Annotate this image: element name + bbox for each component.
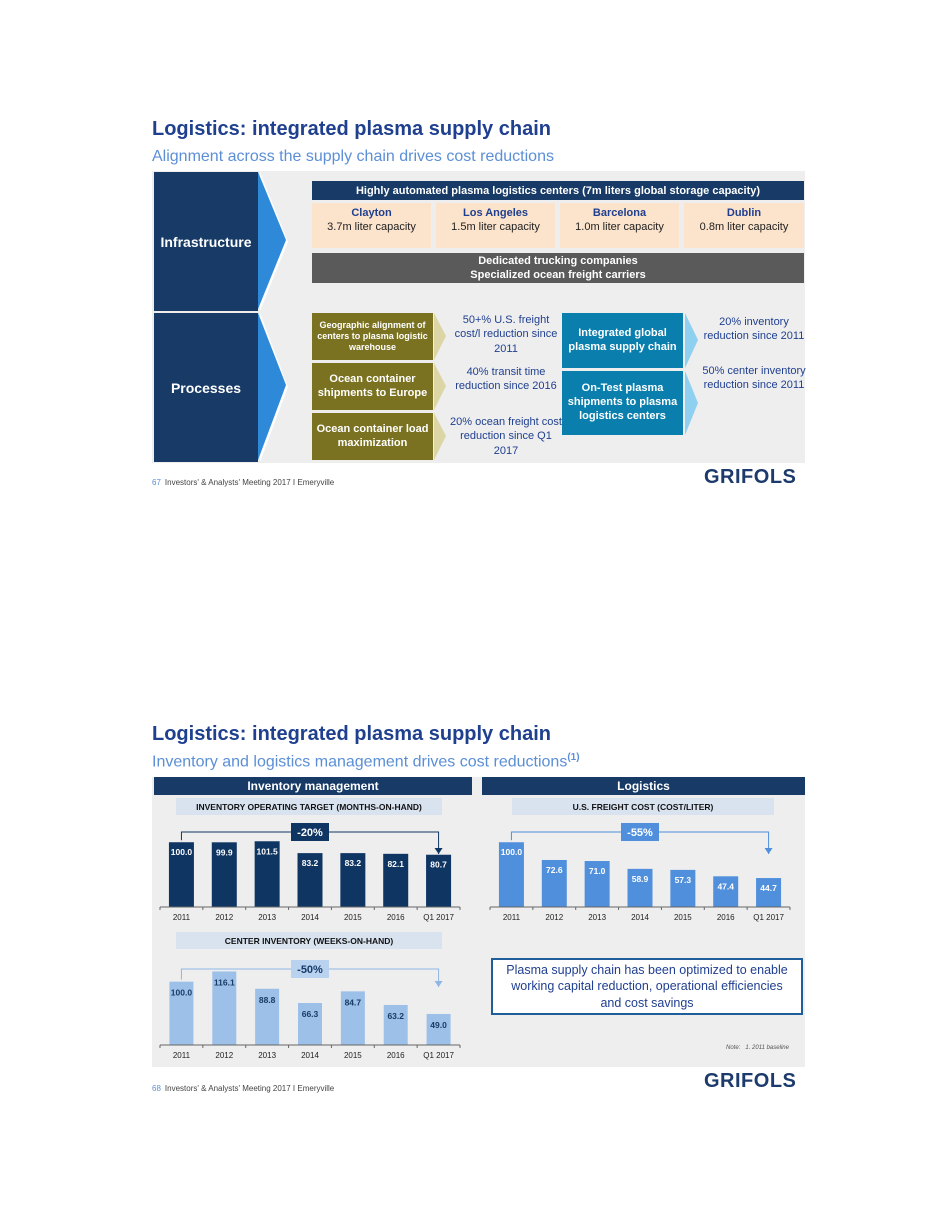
result-freight-cost: 50+% U.S. freight cost/l reduction since 2011: [454, 314, 558, 355]
processes-label: Processes: [154, 313, 258, 462]
x-tick-label: 2013: [588, 913, 607, 922]
slide1-footer: [152, 478, 334, 487]
value-label: 100.0: [170, 847, 193, 858]
grifols-logo: GRIFOLS: [704, 1070, 797, 1092]
x-tick-label: Q1 2017: [423, 1051, 454, 1060]
slide1-subtitle: Alignment across the supply chain drives cost reductions: [152, 148, 554, 165]
center-capacity: 0.8m liter capacity: [699, 221, 789, 234]
process-ocean-shipments: Ocean container shipments to Europe: [312, 363, 433, 410]
value-label: 80.7: [430, 859, 447, 870]
value-label: 44.7: [760, 883, 777, 894]
teal-arrows: [685, 313, 701, 437]
center-name: Clayton: [351, 207, 392, 219]
value-label: 84.7: [344, 997, 362, 1008]
chart2-svg: [160, 955, 465, 1065]
value-label: 72.6: [546, 864, 563, 875]
footnote: [726, 1045, 789, 1051]
on-test-shipments: On-Test plasma shipments to plasma logistics centers: [562, 371, 683, 435]
centers-banner: Highly automated plasma logistics centers (7m liters global storage capacity): [312, 181, 804, 200]
value-label: 66.3: [301, 1009, 319, 1020]
x-tick-label: 2014: [301, 913, 319, 922]
olive-arrows: [434, 313, 448, 463]
value-label: 57.3: [674, 874, 692, 885]
center-name: Barcelona: [592, 207, 647, 219]
logistics-header: Logistics: [482, 777, 805, 795]
x-tick-label: 2015: [673, 913, 692, 922]
center-capacity: 1.0m liter capacity: [575, 221, 664, 234]
trucking-line-1: Dedicated trucking companies: [478, 254, 638, 267]
x-tick-label: 2012: [215, 913, 234, 922]
footer-text: Investors' & Analysts' Meeting 2017 I Emeryville: [164, 1084, 335, 1093]
process-geographic-alignment: Geographic alignment of centers to plasma logistic warehouse: [312, 313, 433, 360]
value-label: 88.8: [258, 994, 276, 1005]
value-label: 83.2: [344, 858, 362, 869]
arrow-head: [435, 981, 443, 987]
value-label: 83.2: [301, 858, 319, 869]
infrastructure-label: Infrastructure: [154, 172, 258, 311]
value-label: 100.0: [500, 847, 523, 858]
value-label: 101.5: [256, 846, 278, 857]
value-label: 58.9: [631, 873, 649, 884]
x-tick-label: Q1 2017: [423, 913, 454, 922]
value-label: 49.0: [430, 1019, 447, 1030]
change-label: -50%: [297, 964, 323, 976]
trucking-line-2: Specialized ocean freight carriers: [470, 269, 646, 281]
center-dublin: [684, 203, 804, 248]
inventory-management-header: Inventory management: [154, 777, 472, 795]
x-tick-label: 2012: [545, 913, 564, 922]
value-label: 116.1: [213, 977, 235, 988]
row-chevrons: [258, 172, 292, 464]
slide1-title: Logistics: integrated plasma supply chain: [152, 118, 551, 140]
result-ocean-freight: 20% ocean freight cost reduction since Q1 2017: [450, 416, 562, 457]
center-capacity: 3.7m liter capacity: [327, 221, 416, 234]
page-number: 68: [152, 1084, 161, 1093]
value-label: 82.1: [387, 858, 404, 869]
change-label: -55%: [627, 827, 653, 839]
arrow-head: [435, 848, 443, 854]
center-barcelona: [560, 203, 679, 248]
chart3-title: U.S. FREIGHT COST (COST/LITER): [512, 798, 774, 815]
note-label: Note:: [726, 1045, 741, 1051]
result-inventory-reduction: 20% inventory reduction since 2011: [703, 316, 805, 343]
chart2-title: CENTER INVENTORY (WEEKS-ON-HAND): [176, 932, 442, 949]
footer-text: Investors' & Analysts' Meeting 2017 I Emeryville: [164, 478, 335, 487]
grifols-logo: GRIFOLS: [704, 466, 797, 488]
x-tick-label: 2011: [502, 913, 521, 922]
x-tick-label: 2015: [343, 913, 362, 922]
summary-callout: Plasma supply chain has been optimized to enable working capital reduction, operational efficiencies and cost savings: [491, 958, 803, 1015]
center-name: Dublin: [726, 207, 762, 219]
chart1-title: INVENTORY OPERATING TARGET (MONTHS-ON-HAND): [176, 798, 442, 815]
note-text: 1. 2011 baseline: [745, 1045, 789, 1051]
x-tick-label: 2013: [258, 1051, 277, 1060]
slide2-footer: [152, 1084, 334, 1093]
integrated-supply-chain: Integrated global plasma supply chain: [562, 313, 683, 368]
center-clayton: [312, 203, 431, 248]
value-label: 63.2: [387, 1010, 404, 1021]
result-center-inventory: 50% center inventory reduction since 2011: [702, 365, 806, 392]
center-name: Los Angeles: [463, 207, 528, 219]
x-tick-label: 2016: [716, 913, 735, 922]
x-tick-label: 2012: [215, 1051, 234, 1060]
x-tick-label: 2014: [301, 1051, 319, 1060]
x-tick-label: 2016: [386, 1051, 405, 1060]
x-tick-label: 2011: [172, 1051, 191, 1060]
slide2-title: Logistics: integrated plasma supply chain: [152, 723, 551, 745]
x-tick-label: 2015: [343, 1051, 362, 1060]
footnote-marker: (1): [567, 752, 580, 763]
result-transit-time: 40% transit time reduction since 2016: [455, 366, 557, 393]
center-los-angeles: [436, 203, 555, 248]
chart1-svg: [160, 820, 465, 925]
trucking-bar: [312, 253, 804, 283]
chart3-svg: [490, 820, 800, 925]
value-label: 47.4: [717, 881, 734, 892]
page-number: 67: [152, 478, 161, 487]
value-label: 100.0: [170, 987, 193, 998]
subtitle-text: Inventory and logistics management drives cost reductions: [152, 753, 568, 771]
x-tick-label: 2016: [386, 913, 405, 922]
value-label: 99.9: [216, 847, 233, 858]
change-label: -20%: [297, 827, 323, 839]
center-capacity: 1.5m liter capacity: [451, 221, 540, 234]
value-label: 71.0: [588, 866, 606, 877]
x-tick-label: Q1 2017: [753, 913, 784, 922]
process-load-maximization: Ocean container load maximization: [312, 413, 433, 460]
arrow-head: [765, 848, 773, 854]
x-tick-label: 2013: [258, 913, 277, 922]
x-tick-label: 2011: [172, 913, 191, 922]
x-tick-label: 2014: [631, 913, 649, 922]
slide2-subtitle: [152, 752, 580, 771]
